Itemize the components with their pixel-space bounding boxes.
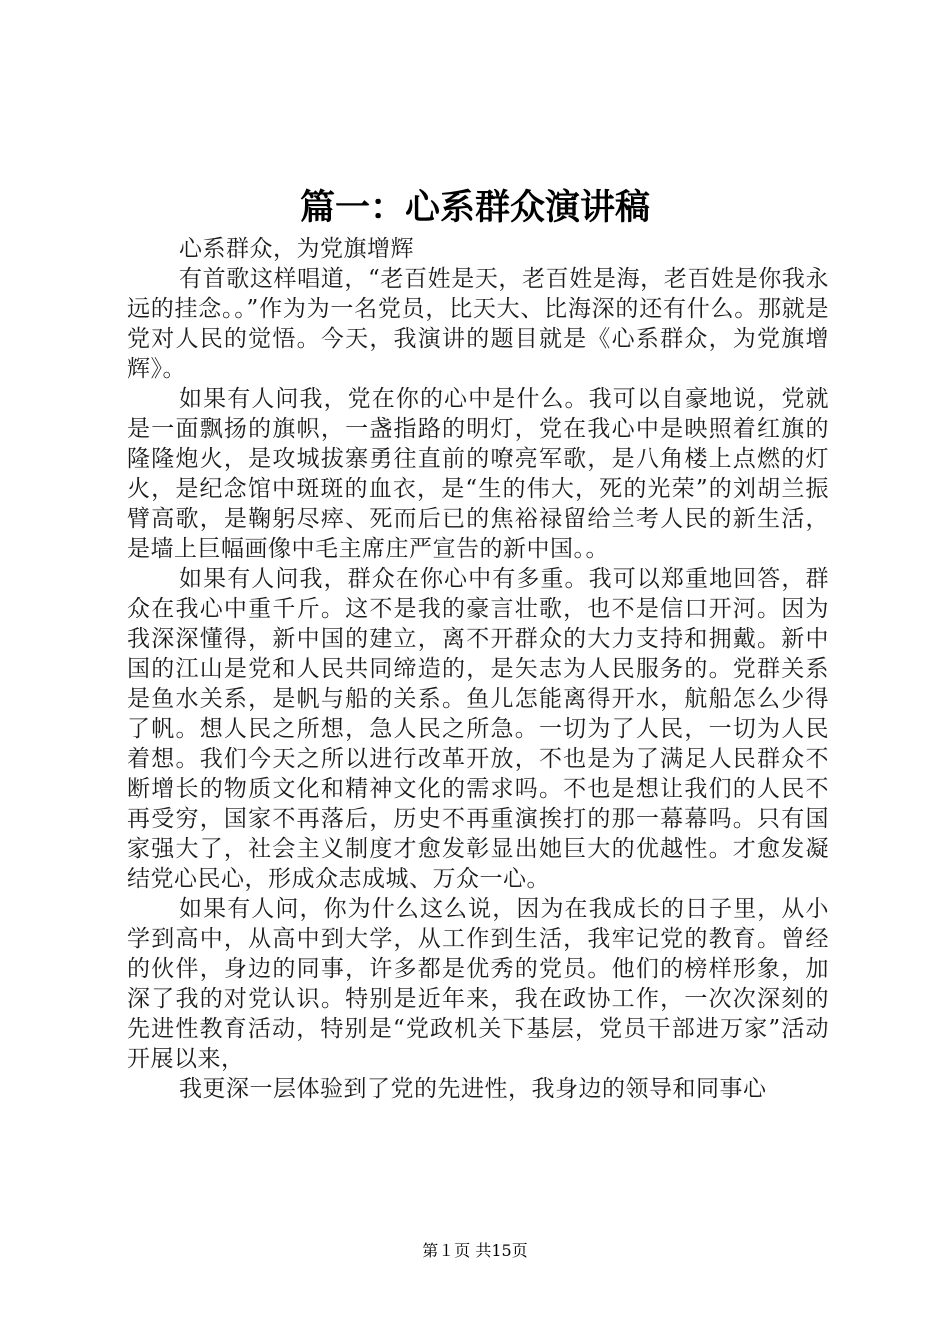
paragraph: 有首歌这样唱道，“老百姓是天，老百姓是海，老百姓是你我永远的挂念。。”作为为一名党员，比天大、比海深的还有什么。那就是党对人民的觉悟。今天，我演讲的题目就是《心系群众，为党旗增辉》。 xyxy=(127,266,829,382)
paragraph: 如果有人问，你为什么这么说，因为在我成长的日子里，从小学到高中，从高中到大学，从工作到生活，我牢记党的教育。曾经的伙伴，身边的同事，许多都是优秀的党员。他们的榜样形象，加深了我的对党认识。特别是近年来，我在政协工作，一次次深刻的先进性教育活动，特别是“党政机关下基层，党员干部进万家”活动开展以来， xyxy=(127,896,829,1072)
page-number-footer: 第１页 共15页 xyxy=(422,1241,528,1260)
paragraph: 如果有人问我，群众在你心中有多重。我可以郑重地回答，群众在我心中重千斤。这不是我的豪言壮歌，也不是信口开河。因为我深深懂得，新中国的建立，离不开群众的大力支持和拥戴。新中国的江山是党和人民共同缔造的，是矢志为人民服务的。党群关系是鱼水关系，是帆与船的关系。鱼儿怎能离得开水，航船怎么少得了帆。想人民之所想，急人民之所急。一切为了人民，一切为人民着想。我们今天之所以进行改革开放，不也是为了满足人民群众不断增长的物质文化和精神文化的需求吗。不也是想让我们的人民不再受穷，国家不再落后，历史不再重演挨打的那一幕幕吗。只有国家强大了，社会主义制度才愈发彰显出她巨大的优越性。才愈发凝结党心民心，形成众志成城、万众一心。 xyxy=(127,566,829,892)
paragraph: 我更深一层体验到了党的先进性，我身边的领导和同事心 xyxy=(179,1076,767,1102)
document-title: 篇一：心系群众演讲稿 xyxy=(299,187,650,228)
document-body xyxy=(127,234,829,1104)
paragraph: 如果有人问我，党在你的心中是什么。我可以自豪地说，党就是一面飘扬的旗帜，一盏指路的明灯，党在我心中是映照着红旗的隆隆炮火，是攻城拔寨勇往直前的嘹亮军歌，是八角楼上点燃的灯火，是纪念馆中斑斑的血衣，是“生的伟大，死的光荣”的刘胡兰振臂高歌，是鞠躬尽瘁、死而后已的焦裕禄留给兰考人民的新生活，是墙上巨幅画像中毛主席庄严宣告的新中国。。 xyxy=(127,386,829,562)
paragraph-subtitle: 心系群众，为党旗增辉 xyxy=(179,236,414,262)
